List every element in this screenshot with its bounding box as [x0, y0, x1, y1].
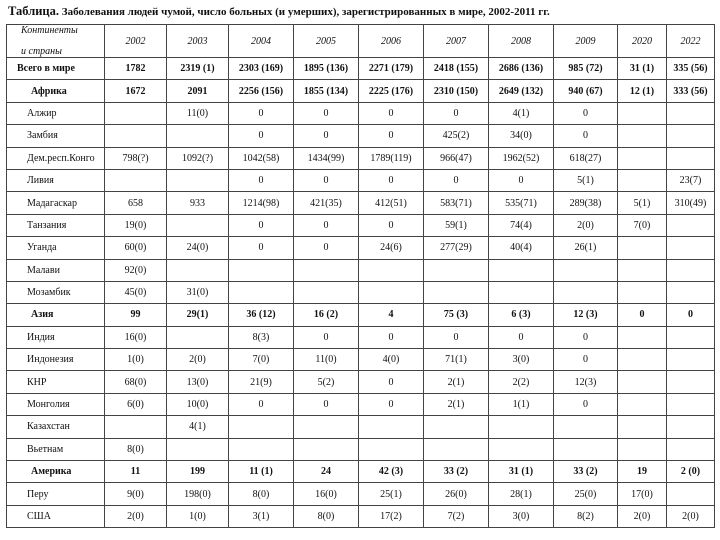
table-caption	[8, 4, 713, 19]
table-cell	[359, 259, 424, 281]
table-cell: 9(0)	[105, 483, 167, 505]
table-cell: 24	[294, 461, 359, 483]
table-cell: 2(0)	[618, 505, 667, 527]
table-cell: 0	[359, 326, 424, 348]
table-row	[7, 371, 715, 393]
table-cell: 1(0)	[105, 349, 167, 371]
header-year: 2006	[359, 25, 424, 58]
table-cell: 425(2)	[424, 125, 489, 147]
row-label: Мозамбик	[7, 281, 105, 303]
table-cell: 0	[229, 214, 294, 236]
table-cell: 11 (1)	[229, 461, 294, 483]
table-cell: 1092(?)	[167, 147, 229, 169]
table-row	[7, 192, 715, 214]
table-cell: 0	[554, 393, 618, 415]
table-row	[7, 125, 715, 147]
table-cell: 19(0)	[105, 214, 167, 236]
row-label: США	[7, 505, 105, 527]
row-label: Ливия	[7, 169, 105, 191]
table-cell: 0	[424, 102, 489, 124]
table-cell	[489, 438, 554, 460]
table-cell: 12 (3)	[554, 304, 618, 326]
table-cell: 0	[294, 214, 359, 236]
table-cell	[618, 393, 667, 415]
table-cell: 1672	[105, 80, 167, 102]
table-cell: 33 (2)	[424, 461, 489, 483]
table-cell: 199	[167, 461, 229, 483]
table-cell	[618, 237, 667, 259]
table-cell: 45(0)	[105, 281, 167, 303]
table-cell: 16(0)	[294, 483, 359, 505]
table-cell	[167, 169, 229, 191]
table-row	[7, 505, 715, 527]
table-cell: 2649 (132)	[489, 80, 554, 102]
table-cell: 618(27)	[554, 147, 618, 169]
table-cell	[167, 438, 229, 460]
header-year: 2004	[229, 25, 294, 58]
table-cell: 0	[359, 125, 424, 147]
table-cell	[229, 438, 294, 460]
table-cell: 29(1)	[167, 304, 229, 326]
table-cell	[554, 259, 618, 281]
table-cell: 2(0)	[105, 505, 167, 527]
table-cell: 798(?)	[105, 147, 167, 169]
table-cell: 535(71)	[489, 192, 554, 214]
table-cell: 11(0)	[167, 102, 229, 124]
table-cell: 26(1)	[554, 237, 618, 259]
table-cell	[167, 326, 229, 348]
row-label: Казахстан	[7, 416, 105, 438]
table-cell: 1855 (134)	[294, 80, 359, 102]
table-cell	[618, 259, 667, 281]
table-cell: 92(0)	[105, 259, 167, 281]
table-cell: 99	[105, 304, 167, 326]
header-year: 2003	[167, 25, 229, 58]
table-cell: 24(6)	[359, 237, 424, 259]
table-cell: 412(51)	[359, 192, 424, 214]
table-cell: 2303 (169)	[229, 58, 294, 80]
row-label: Уганда	[7, 237, 105, 259]
table-cell: 0	[554, 125, 618, 147]
caption-prefix: Таблица.	[8, 4, 60, 18]
table-cell: 11(0)	[294, 349, 359, 371]
table-cell: 0	[294, 125, 359, 147]
table-cell	[667, 259, 715, 281]
table-cell: 24(0)	[167, 237, 229, 259]
table-cell: 2(1)	[424, 371, 489, 393]
table-cell	[424, 259, 489, 281]
plague-cases-table	[6, 24, 715, 528]
table-cell: 0	[359, 102, 424, 124]
table-cell: 0	[489, 326, 554, 348]
table-cell	[424, 281, 489, 303]
table-cell	[667, 393, 715, 415]
table-cell	[667, 416, 715, 438]
table-cell	[554, 281, 618, 303]
table-cell: 2686 (136)	[489, 58, 554, 80]
row-label: Всего в мире	[7, 58, 105, 80]
table-row	[7, 438, 715, 460]
table-cell	[105, 169, 167, 191]
table-cell	[667, 102, 715, 124]
table-cell	[618, 416, 667, 438]
row-label: Танзания	[7, 214, 105, 236]
table-cell	[667, 371, 715, 393]
table-cell: 0	[359, 393, 424, 415]
row-label: КНР	[7, 371, 105, 393]
table-cell: 2(1)	[424, 393, 489, 415]
header-label-cell	[7, 25, 105, 58]
table-cell: 1895 (136)	[294, 58, 359, 80]
table-cell: 0	[294, 237, 359, 259]
table-cell: 68(0)	[105, 371, 167, 393]
table-cell: 34(0)	[489, 125, 554, 147]
table-cell: 1042(58)	[229, 147, 294, 169]
table-cell	[618, 125, 667, 147]
table-cell: 7(0)	[229, 349, 294, 371]
table-cell	[489, 281, 554, 303]
table-cell: 17(2)	[359, 505, 424, 527]
table-cell: 658	[105, 192, 167, 214]
table-cell	[667, 483, 715, 505]
row-label: Африка	[7, 80, 105, 102]
table-cell: 2 (0)	[667, 461, 715, 483]
table-cell: 0	[489, 169, 554, 191]
table-cell: 0	[554, 102, 618, 124]
table-row	[7, 147, 715, 169]
table-cell: 3(0)	[489, 349, 554, 371]
table-cell	[489, 259, 554, 281]
table-cell	[618, 169, 667, 191]
table-cell: 26(0)	[424, 483, 489, 505]
table-cell	[667, 349, 715, 371]
table-cell: 1(1)	[489, 393, 554, 415]
table-cell: 25(1)	[359, 483, 424, 505]
table-cell	[618, 102, 667, 124]
table-cell: 0	[229, 393, 294, 415]
table-cell	[667, 438, 715, 460]
table-cell	[424, 416, 489, 438]
table-cell: 2418 (155)	[424, 58, 489, 80]
table-cell	[667, 326, 715, 348]
table-cell: 985 (72)	[554, 58, 618, 80]
table-cell	[294, 438, 359, 460]
table-cell: 2271 (179)	[359, 58, 424, 80]
table-cell: 0	[554, 349, 618, 371]
table-cell: 16(0)	[105, 326, 167, 348]
table-cell: 74(4)	[489, 214, 554, 236]
table-cell	[229, 281, 294, 303]
table-cell: 13(0)	[167, 371, 229, 393]
header-year: 2008	[489, 25, 554, 58]
table-cell: 21(9)	[229, 371, 294, 393]
table-cell	[424, 438, 489, 460]
table-cell: 33 (2)	[554, 461, 618, 483]
row-label: Замбия	[7, 125, 105, 147]
table-cell: 5(2)	[294, 371, 359, 393]
table-cell: 23(7)	[667, 169, 715, 191]
table-cell: 3(0)	[489, 505, 554, 527]
table-row	[7, 483, 715, 505]
table-cell	[105, 125, 167, 147]
header-label-line2: и страны	[21, 46, 62, 57]
table-cell: 2225 (176)	[359, 80, 424, 102]
table-row	[7, 80, 715, 102]
table-cell: 583(71)	[424, 192, 489, 214]
table-row	[7, 461, 715, 483]
table-cell: 310(49)	[667, 192, 715, 214]
table-cell: 59(1)	[424, 214, 489, 236]
table-cell: 3(1)	[229, 505, 294, 527]
table-cell	[359, 438, 424, 460]
table-cell: 5(1)	[618, 192, 667, 214]
table-row	[7, 304, 715, 326]
table-cell	[618, 281, 667, 303]
header-label-line1: Континенты	[21, 25, 78, 36]
table-cell	[667, 214, 715, 236]
table-cell	[667, 125, 715, 147]
table-cell	[359, 416, 424, 438]
table-cell: 31 (1)	[489, 461, 554, 483]
table-cell: 0	[424, 169, 489, 191]
table-row	[7, 259, 715, 281]
row-label: Монголия	[7, 393, 105, 415]
table-cell: 6 (3)	[489, 304, 554, 326]
table-cell: 31 (1)	[618, 58, 667, 80]
table-cell	[667, 237, 715, 259]
table-cell	[294, 259, 359, 281]
table-cell: 25(0)	[554, 483, 618, 505]
header-year: 2005	[294, 25, 359, 58]
table-cell	[667, 281, 715, 303]
table-cell	[359, 281, 424, 303]
table-row	[7, 349, 715, 371]
table-cell: 12 (1)	[618, 80, 667, 102]
table-cell: 277(29)	[424, 237, 489, 259]
row-label: Индия	[7, 326, 105, 348]
table-cell: 421(35)	[294, 192, 359, 214]
table-cell: 0	[554, 326, 618, 348]
table-cell: 0	[229, 237, 294, 259]
table-cell: 940 (67)	[554, 80, 618, 102]
table-cell: 60(0)	[105, 237, 167, 259]
table-cell: 0	[294, 102, 359, 124]
table-cell: 36 (12)	[229, 304, 294, 326]
table-cell: 0	[618, 304, 667, 326]
table-cell: 28(1)	[489, 483, 554, 505]
table-cell: 933	[167, 192, 229, 214]
table-cell: 75 (3)	[424, 304, 489, 326]
table-cell	[167, 125, 229, 147]
table-cell: 4(0)	[359, 349, 424, 371]
table-cell	[554, 416, 618, 438]
row-label: Алжир	[7, 102, 105, 124]
table-cell: 0	[667, 304, 715, 326]
table-cell: 335 (56)	[667, 58, 715, 80]
row-label: Малави	[7, 259, 105, 281]
table-cell: 8(0)	[105, 438, 167, 460]
table-cell: 19	[618, 461, 667, 483]
row-label: Америка	[7, 461, 105, 483]
table-row	[7, 58, 715, 80]
table-row	[7, 102, 715, 124]
table-row	[7, 326, 715, 348]
table-cell: 8(3)	[229, 326, 294, 348]
table-cell: 5(1)	[554, 169, 618, 191]
table-cell: 17(0)	[618, 483, 667, 505]
table-cell: 8(2)	[554, 505, 618, 527]
table-cell: 2319 (1)	[167, 58, 229, 80]
table-cell: 8(0)	[229, 483, 294, 505]
table-cell: 0	[294, 169, 359, 191]
row-label: Вьетнам	[7, 438, 105, 460]
table-cell: 1789(119)	[359, 147, 424, 169]
table-cell	[229, 416, 294, 438]
table-cell: 71(1)	[424, 349, 489, 371]
table-cell: 289(38)	[554, 192, 618, 214]
table-cell: 0	[229, 125, 294, 147]
table-cell	[618, 326, 667, 348]
table-cell: 4(1)	[489, 102, 554, 124]
table-cell	[229, 259, 294, 281]
table-row	[7, 169, 715, 191]
table-cell: 198(0)	[167, 483, 229, 505]
table-cell	[294, 416, 359, 438]
table-cell: 2091	[167, 80, 229, 102]
table-row	[7, 214, 715, 236]
header-year: 2002	[105, 25, 167, 58]
table-cell: 1782	[105, 58, 167, 80]
table-cell	[618, 349, 667, 371]
table-cell: 31(0)	[167, 281, 229, 303]
row-label: Азия	[7, 304, 105, 326]
header-year: 2020	[618, 25, 667, 58]
table-cell: 10(0)	[167, 393, 229, 415]
table-cell: 0	[359, 169, 424, 191]
table-row	[7, 237, 715, 259]
table-cell: 0	[359, 214, 424, 236]
table-cell	[167, 214, 229, 236]
table-row	[7, 393, 715, 415]
row-label: Индонезия	[7, 349, 105, 371]
table-cell: 7(2)	[424, 505, 489, 527]
table-cell: 966(47)	[424, 147, 489, 169]
table-cell: 0	[229, 169, 294, 191]
table-cell: 2(2)	[489, 371, 554, 393]
caption-text: Заболевания людей чумой, число больных (и умерших), зарегистрированных в мире, 2002-2011 гг.	[61, 6, 550, 18]
table-cell: 0	[294, 326, 359, 348]
table-cell: 2310 (150)	[424, 80, 489, 102]
table-cell: 2(0)	[667, 505, 715, 527]
table-cell: 0	[359, 371, 424, 393]
table-cell	[105, 416, 167, 438]
table-row	[7, 416, 715, 438]
table-cell: 0	[294, 393, 359, 415]
table-cell	[167, 259, 229, 281]
table-cell: 1214(98)	[229, 192, 294, 214]
table-cell	[618, 147, 667, 169]
table-cell	[554, 438, 618, 460]
table-cell: 1962(52)	[489, 147, 554, 169]
table-cell: 4	[359, 304, 424, 326]
table-cell	[294, 281, 359, 303]
row-label: Перу	[7, 483, 105, 505]
header-year: 2009	[554, 25, 618, 58]
table-cell: 333 (56)	[667, 80, 715, 102]
table-cell: 2256 (156)	[229, 80, 294, 102]
table-cell: 12(3)	[554, 371, 618, 393]
header-year: 2007	[424, 25, 489, 58]
table-cell: 2(0)	[167, 349, 229, 371]
table-cell: 11	[105, 461, 167, 483]
table-cell: 16 (2)	[294, 304, 359, 326]
table-cell: 1(0)	[167, 505, 229, 527]
table-cell: 1434(99)	[294, 147, 359, 169]
row-label: Мадагаскар	[7, 192, 105, 214]
table-cell: 0	[424, 326, 489, 348]
row-label: Дем.респ.Конго	[7, 147, 105, 169]
table-row	[7, 281, 715, 303]
table-cell	[667, 147, 715, 169]
table-cell	[489, 416, 554, 438]
table-cell	[105, 102, 167, 124]
table-cell: 40(4)	[489, 237, 554, 259]
table-cell: 42 (3)	[359, 461, 424, 483]
table-cell: 4(1)	[167, 416, 229, 438]
table-cell	[618, 371, 667, 393]
table-cell: 0	[229, 102, 294, 124]
table-cell	[618, 438, 667, 460]
header-year: 2022	[667, 25, 715, 58]
table-cell: 8(0)	[294, 505, 359, 527]
table-header-row	[7, 25, 715, 58]
table-cell: 6(0)	[105, 393, 167, 415]
table-cell: 2(0)	[554, 214, 618, 236]
table-cell: 7(0)	[618, 214, 667, 236]
